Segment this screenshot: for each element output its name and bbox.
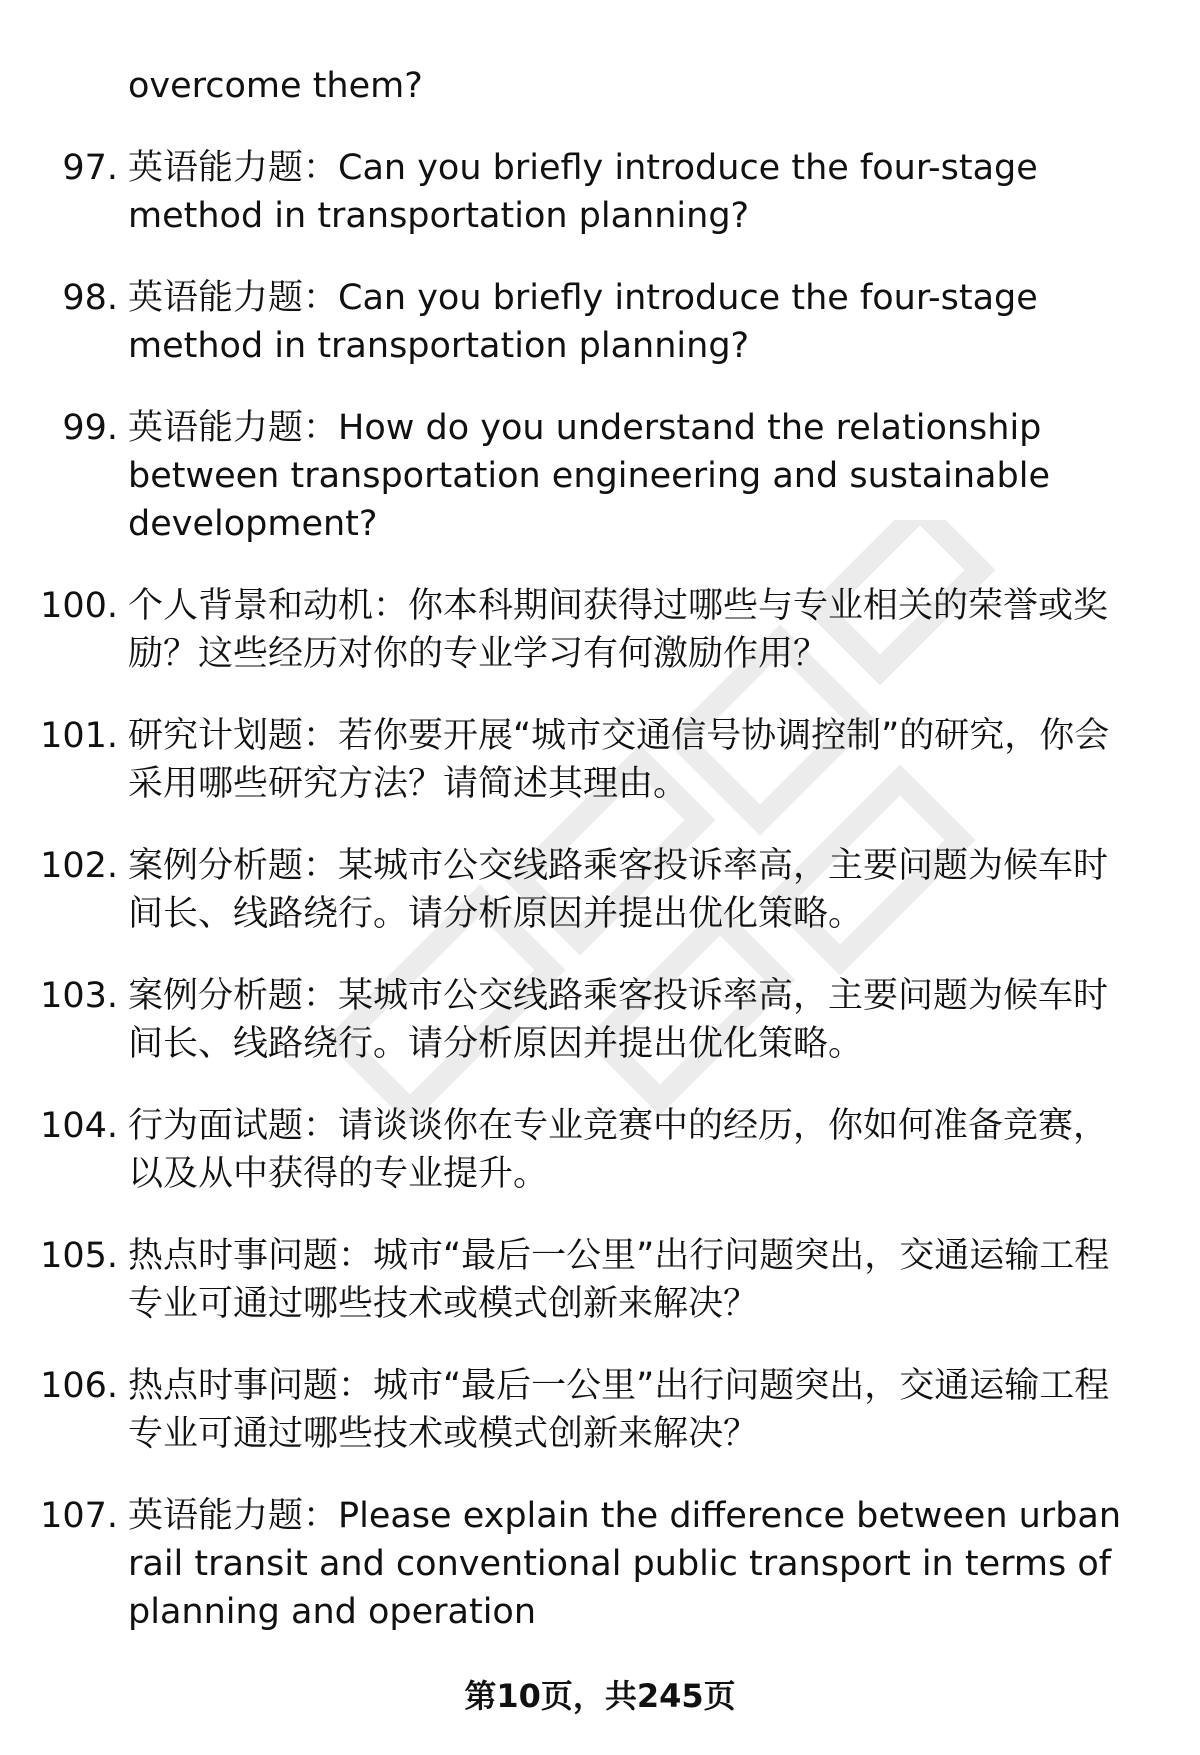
- question-item: [30, 404, 1140, 548]
- question-item: [30, 712, 1140, 808]
- question-number: 98.: [62, 278, 118, 318]
- question-text: 研究计划题：若你要开展“城市交通信号协调控制”的研究，你会采用哪些研究方法？请简述其理由。: [128, 716, 1110, 804]
- question-item: [30, 582, 1140, 678]
- question-number: 104.: [40, 1106, 118, 1146]
- question-text: 英语能力题：Please explain the difference between urban rail transit and conventional public transport in terms of planning and operation: [128, 1496, 1122, 1632]
- question-number: 106.: [40, 1366, 118, 1406]
- question-number: 99.: [62, 408, 118, 448]
- question-text: 热点时事问题：城市“最后一公里”出行问题突出，交通运输工程专业可通过哪些技术或模式创新来解决？: [128, 1236, 1110, 1324]
- question-text: 英语能力题：Can you briefly introduce the four-stage method in transportation planning?: [128, 278, 1038, 366]
- question-item: [30, 1362, 1140, 1458]
- question-text: 英语能力题：How do you understand the relationship between transportation engineering and sustainable development?: [128, 408, 1050, 544]
- question-number: 105.: [40, 1236, 118, 1276]
- question-item: [30, 144, 1140, 240]
- question-item: [30, 972, 1140, 1068]
- question-number: 102.: [40, 846, 118, 886]
- question-number: 107.: [40, 1496, 118, 1536]
- page-footer: 第10页，共245页: [464, 1677, 736, 1715]
- question-number: 100.: [40, 586, 118, 626]
- question-text: 热点时事问题：城市“最后一公里”出行问题突出，交通运输工程专业可通过哪些技术或模式创新来解决？: [128, 1366, 1110, 1454]
- question-item: [30, 1102, 1140, 1198]
- question-text: 案例分析题：某城市公交线路乘客投诉率高，主要问题为候车时间长、线路绕行。请分析原因并提出优化策略。: [128, 846, 1109, 934]
- question-number: 103.: [40, 976, 118, 1016]
- question-item: [30, 842, 1140, 938]
- question-text: 英语能力题：Can you briefly introduce the four-stage method in transportation planning?: [128, 148, 1038, 236]
- question-text: 行为面试题：请谈谈你在专业竞赛中的经历，你如何准备竞赛，以及从中获得的专业提升。: [128, 1106, 1109, 1194]
- question-item: [30, 1232, 1140, 1328]
- question-text: 个人背景和动机：你本科期间获得过哪些与专业相关的荣誉或奖励？这些经历对你的专业学习有何激励作用？: [128, 586, 1109, 674]
- continued-question-text: overcome them?: [128, 66, 423, 106]
- question-item: [30, 274, 1140, 370]
- question-number: 101.: [40, 716, 118, 756]
- question-list: [30, 62, 1140, 1670]
- question-number: 97.: [62, 148, 118, 188]
- question-text: 案例分析题：某城市公交线路乘客投诉率高，主要问题为候车时间长、线路绕行。请分析原因并提出优化策略。: [128, 976, 1109, 1064]
- question-item: [30, 1492, 1140, 1636]
